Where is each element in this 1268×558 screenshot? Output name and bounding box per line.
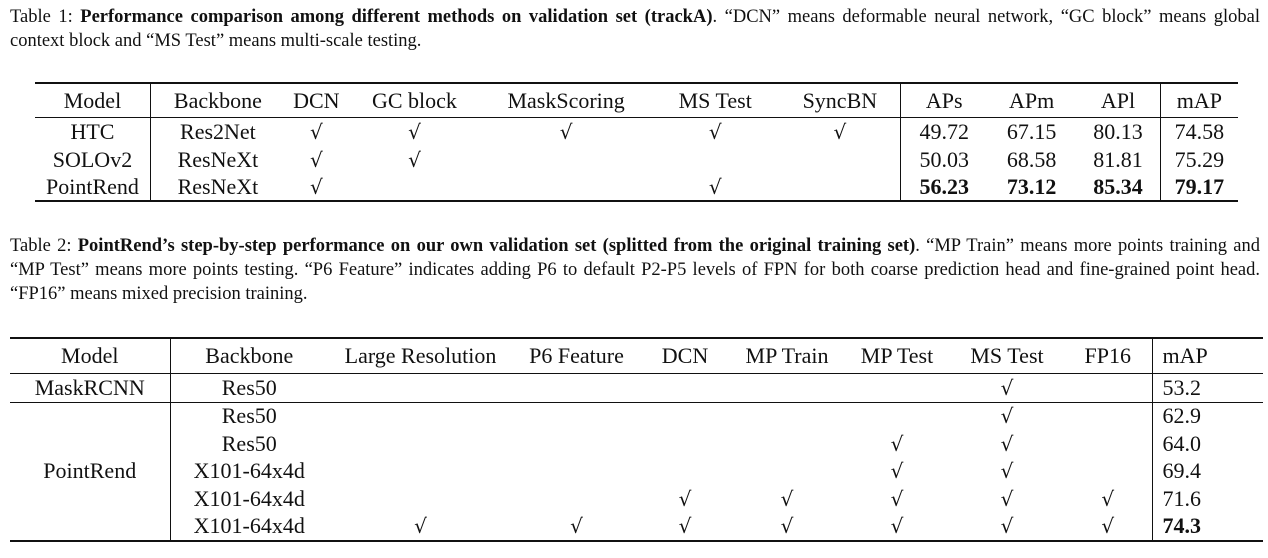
t1-header-maskscoring: MaskScoring xyxy=(481,83,651,118)
t1-dcn-check: √ xyxy=(309,120,323,144)
t2-backbone: Res50 xyxy=(170,402,328,430)
t2-large-res-check: √ xyxy=(414,514,427,539)
t2-backbone: X101-64x4d xyxy=(170,458,328,486)
t1-aps: 56.23 xyxy=(901,173,987,201)
t1-header-aps: APs xyxy=(901,83,987,118)
t1-backbone: ResNeXt xyxy=(150,173,284,201)
t2-p6-check xyxy=(513,430,640,458)
t1-apm: 68.58 xyxy=(1006,146,1057,172)
t1-gc-check: √ xyxy=(408,147,421,172)
table2-header-row xyxy=(10,338,1263,374)
t2-p6-check: √ xyxy=(570,514,583,539)
t2-large-res-check xyxy=(328,430,513,458)
table-row xyxy=(10,513,1263,542)
t2-map: 62.9 xyxy=(1152,402,1263,430)
t1-apl: 85.34 xyxy=(1093,173,1143,199)
table-row xyxy=(35,118,1238,147)
t1-syncbn-check xyxy=(779,173,901,201)
table2-caption-title: PointRend’s step-by-step performance on our own validation set (splitted from the original training set) xyxy=(77,236,916,256)
t2-mp-test-check xyxy=(844,374,950,403)
t2-large-res-check xyxy=(328,485,513,513)
t1-gc-check: √ xyxy=(408,120,421,144)
table-row xyxy=(10,458,1263,486)
t2-dcn-check xyxy=(640,458,730,486)
table2 xyxy=(10,337,1263,542)
t2-fp16-check: √ xyxy=(1101,514,1115,539)
t2-p6-check xyxy=(513,402,640,430)
t2-mp-test-check: √ xyxy=(890,431,904,456)
t2-mp-test-check xyxy=(844,402,950,430)
table2-caption-text: . “MP Train” means more points training and “MP Test” means more points testing. “P6 Feature” indicates adding P6 to default P2-P5 levels of FPN for both coarse prediction head and fine-grained point head. “FP16” means mixed precision training. xyxy=(10,236,1261,304)
t2-dcn-check xyxy=(640,402,730,430)
t2-fp16-check xyxy=(1064,458,1152,486)
t1-header-gc-block: GC block xyxy=(348,83,481,118)
t2-dcn-check xyxy=(640,374,730,403)
t1-dcn-check: √ xyxy=(309,147,323,172)
t1-dcn-check: √ xyxy=(309,174,323,199)
table1-caption-title: Performance comparison among different methods on validation set (trackA) xyxy=(80,7,713,27)
t1-syncbn-check: √ xyxy=(833,120,847,144)
t2-large-res-check xyxy=(328,458,513,486)
t2-header-mp-test: MP Test xyxy=(844,338,950,374)
t1-header-ms-test: MS Test xyxy=(651,83,779,118)
t1-header-map: mAP xyxy=(1160,83,1238,118)
t2-p6-check xyxy=(513,485,640,513)
t1-aps: 50.03 xyxy=(901,146,987,173)
t2-model: PointRend xyxy=(43,458,137,484)
t1-map: 75.29 xyxy=(1160,146,1238,173)
t2-ms-test-check: √ xyxy=(1000,431,1014,456)
t2-dcn-check: √ xyxy=(678,514,692,539)
t2-dcn-check xyxy=(640,430,730,458)
t2-fp16-check xyxy=(1064,374,1152,403)
t1-syncbn-check xyxy=(779,146,901,173)
t1-header-apm: APm xyxy=(987,83,1076,118)
t2-backbone: Res50 xyxy=(170,430,328,458)
table2-caption xyxy=(10,234,1260,306)
t1-model: SOLOv2 xyxy=(52,146,133,172)
t2-ms-test-check: √ xyxy=(1000,486,1014,511)
table1-caption-text: . “DCN” means deformable neural network, “GC block” means global context block and “MS Test” means multi-scale testing. xyxy=(10,7,1260,51)
t1-ms-test-check xyxy=(651,146,779,173)
t1-maskscoring-check xyxy=(481,146,651,173)
t2-map: 74.3 xyxy=(1152,513,1263,542)
table1-caption-label: Table 1: xyxy=(10,7,81,27)
t2-large-res-check xyxy=(328,402,513,430)
t1-backbone: Res2Net xyxy=(150,118,284,147)
t2-map: 64.0 xyxy=(1152,430,1263,458)
t2-backbone: X101-64x4d xyxy=(170,485,328,513)
t2-map: 71.6 xyxy=(1152,485,1263,513)
t2-mp-train-check: √ xyxy=(780,486,794,511)
t1-apm: 67.15 xyxy=(1006,119,1057,144)
t2-backbone: Res50 xyxy=(170,374,328,403)
t2-header-model: Model xyxy=(10,338,170,374)
table-row xyxy=(10,402,1263,430)
t2-mp-train-check xyxy=(730,402,844,430)
t1-header-apl: APl xyxy=(1076,83,1160,118)
t2-ms-test-check: √ xyxy=(1000,404,1014,429)
t1-maskscoring-check: √ xyxy=(559,120,573,144)
table-row xyxy=(35,173,1238,201)
t1-ms-test-check: √ xyxy=(708,174,722,199)
table-row xyxy=(10,374,1263,403)
t2-header-p6-feature: P6 Feature xyxy=(513,338,640,374)
t1-aps: 49.72 xyxy=(901,118,987,147)
t2-header-dcn: DCN xyxy=(640,338,730,374)
t2-mp-train-check xyxy=(730,430,844,458)
t2-map: 69.4 xyxy=(1152,458,1263,486)
t1-backbone: ResNeXt xyxy=(150,146,284,173)
t1-header-dcn: DCN xyxy=(285,83,348,118)
t1-apm: 73.12 xyxy=(1006,173,1057,199)
t1-header-backbone: Backbone xyxy=(150,83,284,118)
t2-mp-test-check: √ xyxy=(890,459,904,484)
t2-ms-test-check: √ xyxy=(1000,514,1014,539)
t2-mp-train-check xyxy=(730,458,844,486)
t1-model: PointRend xyxy=(46,173,139,199)
table-row xyxy=(10,485,1263,513)
table1-caption xyxy=(10,5,1260,53)
table-row xyxy=(35,146,1238,173)
t1-header-model: Model xyxy=(35,83,150,118)
t1-gc-check xyxy=(348,173,481,201)
t2-header-backbone: Backbone xyxy=(170,338,328,374)
t2-large-res-check xyxy=(328,374,513,403)
t2-header-fp16: FP16 xyxy=(1064,338,1152,374)
t2-map: 53.2 xyxy=(1152,374,1263,403)
table-row xyxy=(10,430,1263,458)
t1-ms-test-check: √ xyxy=(708,120,722,144)
t1-apl: 81.81 xyxy=(1093,146,1143,172)
t2-fp16-check xyxy=(1064,402,1152,430)
table1 xyxy=(35,82,1238,202)
t2-header-large-resolution: Large Resolution xyxy=(328,338,513,374)
t2-ms-test-check: √ xyxy=(1000,459,1014,484)
t1-apl: 80.13 xyxy=(1093,119,1143,144)
t2-header-ms-test: MS Test xyxy=(950,338,1064,374)
t2-backbone: X101-64x4d xyxy=(170,513,328,542)
t2-ms-test-check: √ xyxy=(950,374,1064,403)
t2-model: MaskRCNN xyxy=(10,374,170,403)
t2-header-map: mAP xyxy=(1152,338,1263,374)
t2-fp16-check: √ xyxy=(1101,486,1115,511)
t1-map: 79.17 xyxy=(1160,173,1238,201)
t1-map: 74.58 xyxy=(1160,118,1238,147)
t2-header-mp-train: MP Train xyxy=(730,338,844,374)
t2-p6-check xyxy=(513,374,640,403)
table2-caption-label: Table 2: xyxy=(10,236,78,256)
t2-fp16-check xyxy=(1064,430,1152,458)
t2-mp-test-check: √ xyxy=(890,514,904,539)
t2-mp-train-check: √ xyxy=(780,514,794,539)
t1-header-syncbn: SyncBN xyxy=(779,83,901,118)
t2-dcn-check: √ xyxy=(678,486,692,511)
table1-header-row xyxy=(35,83,1238,118)
t2-mp-test-check: √ xyxy=(890,486,904,511)
t1-maskscoring-check xyxy=(481,173,651,201)
t2-p6-check xyxy=(513,458,640,486)
t2-mp-train-check xyxy=(730,374,844,403)
t1-model: HTC xyxy=(70,119,115,144)
